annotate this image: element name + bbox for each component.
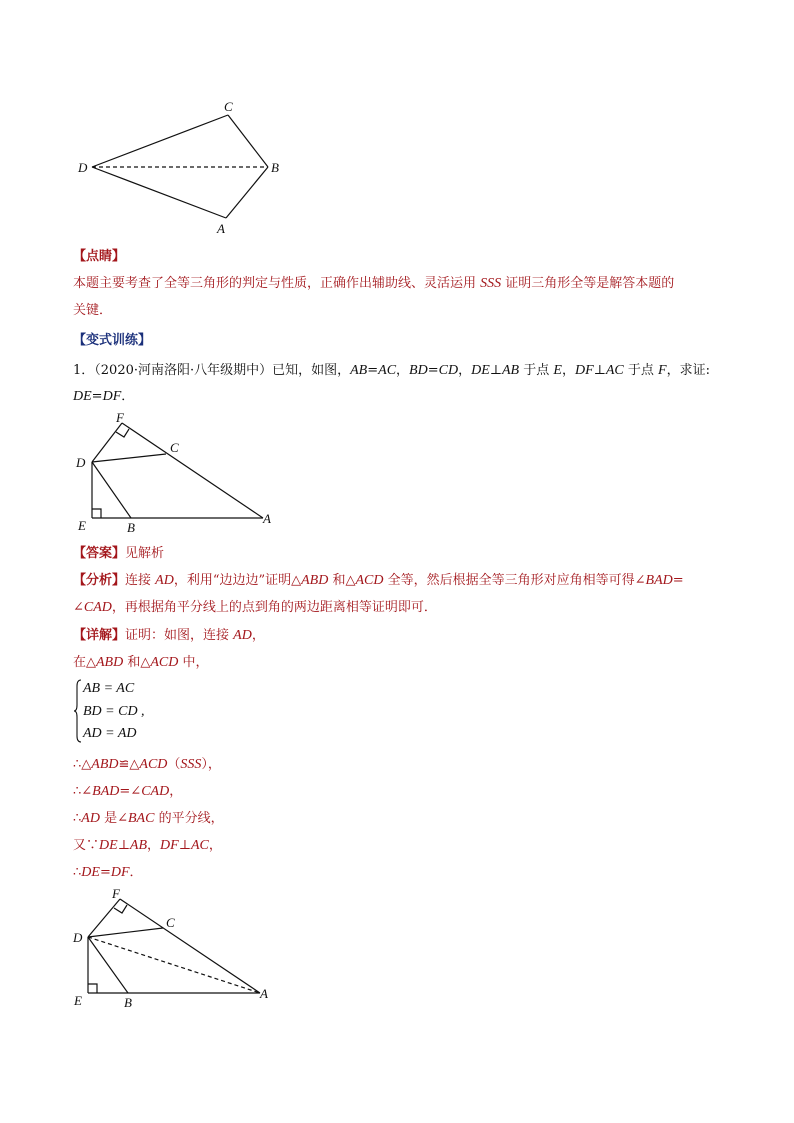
label-b: B [127, 520, 135, 535]
label-b: B [124, 995, 132, 1010]
dianjing-heading: 【点睛】 [73, 249, 126, 264]
dianjing-line-1: 本题主要考查了全等三角形的判定与性质，正确作出辅助线、灵活运用 SSS 证明三角形全等是解答本题的 [73, 276, 675, 291]
detail-line-7: ∴DE=DF． [73, 865, 143, 880]
detail-line-3: ∴△ABD≌△ACD（SSS）， [73, 757, 221, 772]
system-brace [73, 678, 83, 744]
figure-quadrilateral [70, 410, 285, 535]
detail-line-1: 【详解】证明：如图，连接 AD， [73, 628, 265, 643]
figure-quadrilateral-with-ad [70, 885, 285, 1010]
label-a: A [260, 986, 268, 1001]
system-row-3: AD = AD [83, 726, 137, 741]
equation-system [73, 678, 163, 744]
answer-line: 【答案】见解析 [73, 546, 165, 561]
system-row-1: AB = AC [83, 681, 135, 696]
label-e: E [74, 993, 82, 1008]
detail-line-2: 在△ABD 和△ACD 中， [73, 655, 209, 670]
variant-heading: 【变式训练】 [73, 333, 152, 348]
problem-line-1: 1．（2020·河南洛阳·八年级期中）已知，如图，AB=AC，BD=CD，DE⊥AB 于点 E，DF⊥AC 于点 F，求证: [73, 363, 710, 378]
dianjing-line-2: 关键． [73, 303, 113, 318]
label-e: E [78, 518, 86, 533]
system-row-2: BD = CD , [83, 704, 145, 719]
problem-line-2: DE=DF． [73, 389, 135, 404]
figure-kite [70, 95, 290, 240]
analysis-line-2: ∠CAD，再根据角平分线上的点到角的两边距离相等证明即可． [73, 600, 437, 615]
label-f: F [116, 410, 124, 425]
label-d: D [78, 160, 88, 175]
analysis-line-1: 【分析】连接 AD，利用“边边边”证明△ABD 和△ACD 全等，然后根据全等三角形对应角相等可得∠BAD= [73, 573, 684, 588]
label-d: D [76, 455, 86, 470]
label-a: A [217, 221, 225, 236]
label-c: C [166, 915, 175, 930]
detail-line-4: ∴∠BAD=∠CAD， [73, 784, 183, 799]
label-c: C [224, 99, 233, 114]
label-f: F [112, 886, 120, 901]
label-d: D [73, 930, 83, 945]
label-b: B [271, 160, 279, 175]
detail-line-6: 又∵DE⊥AB，DF⊥AC， [73, 838, 222, 853]
label-a: A [263, 511, 271, 526]
label-c: C [170, 440, 179, 455]
detail-line-5: ∴AD 是∠BAC 的平分线， [73, 811, 224, 826]
